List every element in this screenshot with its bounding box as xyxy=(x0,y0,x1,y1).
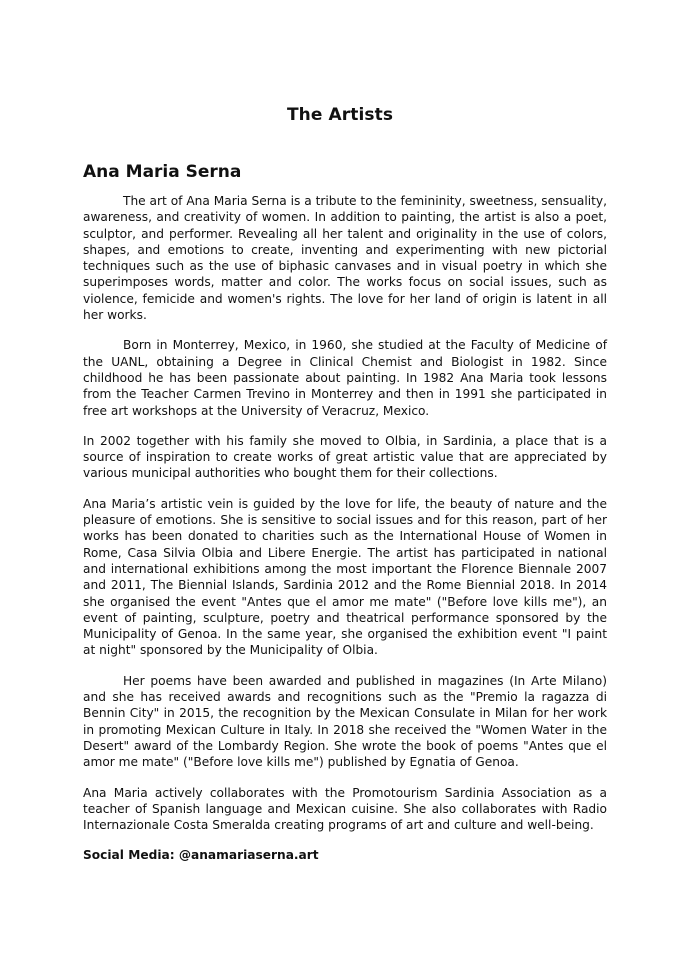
page-title: The Artists xyxy=(286,105,394,125)
paragraph-exhibitions: Ana Maria’s artistic vein is guided by the love for life, the beauty of nature and the pleasure of emotions. She is sensitive to social issues and for this reason, part of her works has been donated to charities such as the International House of Women in Rome, Casa Silvia Olbia and Libere Energie. The artist has participated in national and international exhibitions among the most important the Florence Biennale 2007 and 2011, The Biennial Islands, Sardinia 2012 and the Rome Biennial 2018. In 2014 she organised the event "Antes que el amor me mate" ("Before love kills me"), an event of painting, sculpture, poetry and theatrical performance sponsored by the Municipality of Genoa. In the same year, she organised the exhibition event "I paint at night" sponsored by the Municipality of Olbia. xyxy=(83,496,607,658)
artist-name-heading: Ana Maria Serna xyxy=(83,162,242,182)
paragraph-collaborations: Ana Maria actively collaborates with the Promotourism Sardinia Association as a teacher of Spanish language and Mexican cuisine. She also collaborates with Radio Internazionale Costa Smeralda creating programs of art and culture and well-being. xyxy=(83,785,607,833)
social-media-line: Social Media: @anamariaserna.art xyxy=(83,848,319,863)
paragraph-intro: The art of Ana Maria Serna is a tribute to the femininity, sweetness, sensuality, awareness, and creativity of women. In addition to painting, the artist is also a poet, sculptor, and performer. Revealing all her talent and originality in the use of colors, shapes, and emotions to create, inventing and experimenting with new pictorial techniques such as the use of biphasic canvases and in visual poetry in which she superimposes words, matter and color. The works focus on social issues, such as violence, femicide and women's rights. The love for her land of origin is latent in all her works. xyxy=(83,194,607,323)
paragraph-education: Born in Monterrey, Mexico, in 1960, she studied at the Faculty of Medicine of the UANL, obtaining a Degree in Clinical Chemist and Biologist in 1982. Since childhood he has been passionate about painting. In 1982 Ana Maria took lessons from the Teacher Carmen Trevino in Monterrey and then in 1991 she participated in free art workshops at the University of Veracruz, Mexico. xyxy=(83,338,607,418)
paragraph-poems: Her poems have been awarded and published in magazines (In Arte Milano) and she has received awards and recognitions such as the "Premio la ragazza di Bennin City" in 2015, the recognition by the Mexican Consulate in Milan for her work in promoting Mexican Culture in Italy. In 2018 she received the "Women Water in the Desert" award of the Lombardy Region. She wrote the book of poems "Antes que el amor me mate" ("Before love kills me") published by Egnatia of Genoa. xyxy=(83,673,607,770)
biography-body xyxy=(83,193,607,864)
paragraph-olbia: In 2002 together with his family she moved to Olbia, in Sardinia, a place that is a source of inspiration to create works of great artistic value that are appreciated by various municipal authorities who bought them for their collections. xyxy=(83,433,607,481)
